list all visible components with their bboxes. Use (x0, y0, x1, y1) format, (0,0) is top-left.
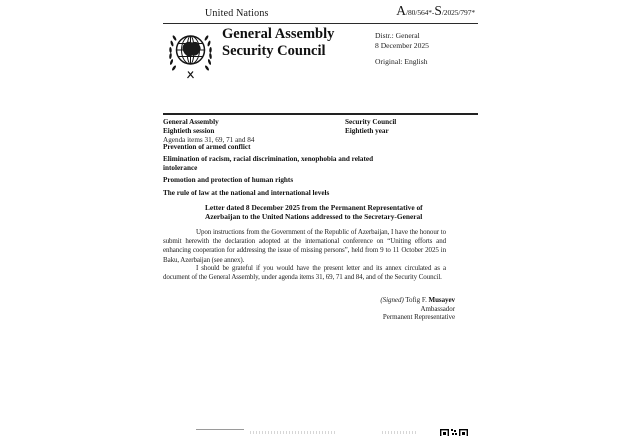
symbol-a: A (396, 3, 407, 18)
masthead-title-general-assembly: General Assembly (222, 26, 335, 42)
signature-role-ambassador: Ambassador (420, 304, 455, 313)
letter-title: Letter dated 8 December 2025 from the Permanent Representative of Azerbaijan to the United Nations addressed to the Secretary-General (205, 203, 423, 222)
session-divider-rule (163, 113, 478, 115)
distr-line: Distr.: General (375, 31, 420, 40)
un-emblem-icon (163, 27, 218, 80)
security-council-session-block (345, 118, 396, 136)
footnote-rule (196, 429, 244, 430)
symbol-a-number: /80/564*- (406, 8, 435, 17)
symbol-s-number: /2025/797* (441, 8, 475, 17)
document-content (163, 0, 478, 436)
sc-year: Eightieth year (345, 127, 389, 136)
document-symbol (396, 2, 475, 20)
agenda-items-list (163, 143, 478, 201)
masthead-titles (222, 26, 334, 59)
footer-text-fragment (382, 431, 416, 434)
letter-paragraph-2: I should be grateful if you would have the present letter and its annex circulated as a document of the General Assembly, under agenda items 31, 69, 71 and 84, and of the Security Council. (163, 264, 446, 282)
date-line: 8 December 2025 (375, 41, 429, 50)
signature-block (163, 296, 455, 322)
letter-paragraph-1: Upon instructions from the Government of the Republic of Azerbaijan, I have the honour to submit herewith the declaration adopted at the international conference on “Uniting efforts and enhancing cooperation for addressing the issue of missing persons”, held from 9 to 11 October 2025 in Baku, Azerbaijan (see annex). (163, 228, 446, 264)
sc-name: Security Council (345, 118, 397, 126)
masthead-title-security-council: Security Council (222, 42, 326, 59)
general-assembly-session-block (163, 118, 254, 146)
distribution-block (375, 31, 429, 67)
signature-role-permanent-representative: Permanent Representative (382, 313, 455, 322)
signed-surname: Musayev (428, 296, 455, 304)
symbol-s: S (434, 3, 442, 18)
ga-agenda-items-line: Agenda items 31, 69, 71 and 84 (163, 136, 255, 145)
header-rule (163, 23, 478, 24)
signed-label: (Signed) (380, 296, 404, 304)
footnote-text-fragment (250, 431, 336, 434)
signed-line (163, 296, 455, 305)
united-nations-label: United Nations (205, 8, 269, 19)
agenda-item: Promotion and protection of human rights (163, 176, 294, 185)
agenda-item: Elimination of racism, racial discrimination, xenophobia and related intolerance (163, 155, 374, 173)
ga-name: General Assembly (163, 118, 219, 126)
agenda-item: Prevention of armed conflict (163, 143, 251, 151)
ga-session: Eightieth session (163, 127, 215, 136)
signed-person: Tofig F. (403, 296, 429, 304)
qr-code-icon (440, 429, 468, 436)
original-language-line: Original: English (375, 57, 428, 66)
agenda-item: The rule of law at the national and international levels (163, 188, 330, 197)
